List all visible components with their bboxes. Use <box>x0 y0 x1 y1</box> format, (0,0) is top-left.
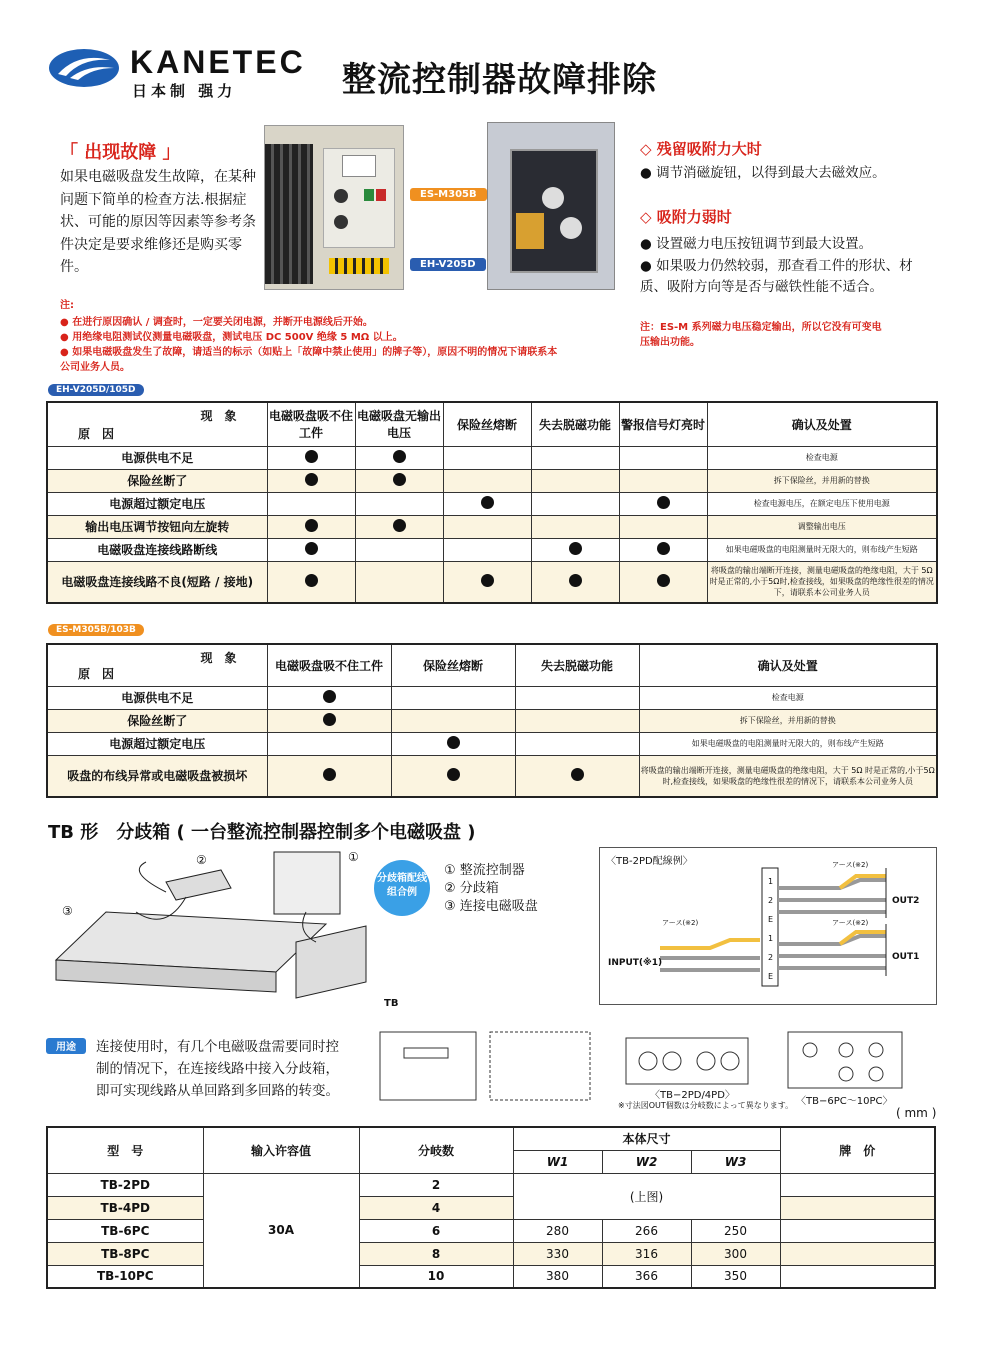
callout-1: ① <box>348 850 359 864</box>
mark-cell <box>267 686 391 709</box>
branch-cell: 10 <box>359 1265 513 1288</box>
model-cell: TB-8PC <box>47 1242 203 1265</box>
action-cell: 调整输出电压 <box>707 515 937 538</box>
table1-label: EH-V205D/105D <box>48 384 144 396</box>
dot-icon <box>323 690 336 703</box>
w3-cell: 250 <box>691 1219 780 1242</box>
table-row <box>47 492 937 515</box>
dot-icon <box>481 574 494 587</box>
cause-cell: 电磁吸盘连接线路断线 <box>47 538 267 561</box>
residual-force-tip: ● 调节消磁旋钮，以得到最大去磁效应。 <box>640 165 886 181</box>
mark-cell <box>443 515 531 538</box>
action-cell: 如果电磁吸盘的电阻测量时无限大的，则布线产生短路 <box>707 538 937 561</box>
caption-6pc-10pc: 〈TB−6PC〜10PC〉 <box>796 1096 893 1107</box>
branch-cell: 2 <box>359 1173 513 1196</box>
branch-cell: 6 <box>359 1219 513 1242</box>
mark-cell <box>267 492 355 515</box>
dot-icon <box>393 519 406 532</box>
col-w2: W2 <box>602 1150 691 1173</box>
earth-label: アース(※2) <box>832 861 869 869</box>
price-cell <box>780 1196 935 1219</box>
w3-cell: 300 <box>691 1242 780 1265</box>
mark-cell <box>355 515 443 538</box>
legend-item: ① 整流控制器 <box>444 863 525 878</box>
dot-icon <box>657 542 670 555</box>
table-row <box>47 709 937 732</box>
table2-col: 失去脱磁功能 <box>515 644 639 686</box>
w2-cell: 366 <box>602 1265 691 1288</box>
note-3: ● 如果电磁吸盘发生了故障，请适当的标示（如贴上「故障中禁止使用」的牌子等），原因不明的情况下请联系本公司业务人员。 <box>60 347 558 373</box>
out1-label: OUT1 <box>892 952 920 962</box>
table2-corner: 现 象 原 因 <box>47 644 267 686</box>
w1-cell: 280 <box>513 1219 602 1242</box>
dot-icon <box>323 713 336 726</box>
mark-cell <box>531 492 619 515</box>
mark-cell <box>443 446 531 469</box>
table1-corner: 现 象 原 因 <box>47 402 267 446</box>
weak-force-heading: ◇ 吸附力弱时 <box>640 208 732 226</box>
action-cell: 检查电源 <box>639 686 937 709</box>
action-cell: 检查电源 <box>707 446 937 469</box>
mark-cell <box>267 469 355 492</box>
dimension-footnote: ※寸法図OUT個数は分岐数によって異なります。 <box>618 1101 794 1110</box>
price-cell <box>780 1219 935 1242</box>
weak-force-tip-2: ● 如果吸力仍然较弱，那查看工件的形状、材质、吸附方向等是否与磁铁性能不适合。 <box>640 258 913 295</box>
col-branch: 分岐数 <box>359 1127 513 1173</box>
price-cell <box>780 1265 935 1288</box>
cause-cell: 保险丝断了 <box>47 709 267 732</box>
eh-v205d-tag: EH-V205D <box>410 258 486 271</box>
wiring-diagram-title: 〈TB-2PD配線例〉 <box>606 856 693 867</box>
table2-col: 保险丝熔断 <box>391 644 515 686</box>
w1-cell: 380 <box>513 1265 602 1288</box>
mark-cell <box>391 755 515 797</box>
table1-col: 失去脱磁功能 <box>531 402 619 446</box>
mark-cell <box>515 709 639 732</box>
col-size: 本体尺寸 <box>513 1127 780 1150</box>
table-row <box>47 538 937 561</box>
intro-heading: 「 出现故障 」 <box>60 142 181 163</box>
callout-2: ② <box>196 853 207 867</box>
table-row <box>47 561 937 603</box>
earth-label: アース(※2) <box>832 919 869 927</box>
legend-item: ③ 连接电磁吸盘 <box>444 899 538 914</box>
table1-col: 确认及处置 <box>707 402 937 446</box>
mark-cell <box>619 446 707 469</box>
mark-cell <box>391 709 515 732</box>
action-cell: 拆下保险丝，并用新的替换 <box>707 469 937 492</box>
tb-spec-table <box>46 1126 936 1289</box>
es-m305b-device-image <box>487 122 615 290</box>
mark-cell <box>443 561 531 603</box>
mark-cell <box>267 515 355 538</box>
action-cell: 检查电源电压，在额定电压下使用电源 <box>707 492 937 515</box>
action-cell: 拆下保险丝，并用新的替换 <box>639 709 937 732</box>
mark-cell <box>443 492 531 515</box>
eh-v205d-device-image <box>264 125 404 290</box>
cause-cell: 输出电压调节按钮向左旋转 <box>47 515 267 538</box>
unit-label: ( mm ) <box>896 1106 937 1120</box>
cause-cell: 保险丝断了 <box>47 469 267 492</box>
table-row <box>47 732 937 755</box>
mark-cell <box>619 515 707 538</box>
dot-icon <box>393 473 406 486</box>
table-row <box>47 755 937 797</box>
dot-icon <box>305 473 318 486</box>
dot-icon <box>305 574 318 587</box>
table-row <box>47 446 937 469</box>
notes-title: 注: <box>60 300 74 311</box>
component-legend <box>444 862 538 916</box>
model-cell: TB-6PC <box>47 1219 203 1242</box>
branch-cell: 8 <box>359 1242 513 1265</box>
mark-cell <box>619 492 707 515</box>
mark-cell <box>443 469 531 492</box>
legend-item: ② 分歧箱 <box>444 881 499 896</box>
mark-cell <box>267 538 355 561</box>
col-w3: W3 <box>691 1150 780 1173</box>
cause-cell: 吸盘的布线异常或电磁吸盘被损坏 <box>47 755 267 797</box>
table2-col: 电磁吸盘吸不住工件 <box>267 644 391 686</box>
mark-cell <box>531 561 619 603</box>
kanetec-logo-icon <box>48 48 120 88</box>
dot-icon <box>571 768 584 781</box>
model-cell: TB-10PC <box>47 1265 203 1288</box>
price-cell <box>780 1173 935 1196</box>
mark-cell <box>515 755 639 797</box>
mark-cell <box>531 515 619 538</box>
input-label: INPUT(※1) <box>608 958 663 968</box>
dot-icon <box>305 519 318 532</box>
mark-cell <box>355 561 443 603</box>
action-cell: 如果电磁吸盘的电阻测量时无限大的，则布线产生短路 <box>639 732 937 755</box>
action-cell: 将吸盘的输出端断开连接，测量电磁吸盘的绝缘电阻，大于 5Ω 时是正常的,小于5Ω时,检查接线，如果吸盘的绝缘性很差的情况下，请联系本公司业务人员 <box>707 561 937 603</box>
dot-icon <box>393 450 406 463</box>
use-text: 连接使用时，有几个电磁吸盘需要同时控制的情况下，在连接线路中接入分歧箱，即可实现线路从单回路到多回路的转变。 <box>96 1039 339 1099</box>
intro-text: 如果电磁吸盘发生故障，在某种问题下简单的检查方法.根据症状、可能的原因等因素等参考条件决定是要求维修还是购买零件。 <box>60 169 256 275</box>
note-2: ● 用绝缘电阻测试仪测量电磁吸盘，测试电压 DC 500V 绝缘 5 MΩ 以上。 <box>60 332 403 343</box>
action-cell: 将吸盘的输出端断开连接，测量电磁吸盘的绝缘电阻，大于 5Ω 时是正常的,小于5Ω时,检查接线，如果吸盘的绝缘性很差的情况下，请联系本公司业务人员 <box>639 755 937 797</box>
tb-assembly-illustration <box>46 842 376 1007</box>
dot-icon <box>481 496 494 509</box>
use-tag: 用途 <box>46 1038 86 1054</box>
dot-icon <box>323 768 336 781</box>
es-troubleshoot-table <box>46 643 938 798</box>
table1-col: 保险丝熔断 <box>443 402 531 446</box>
w3-cell: 350 <box>691 1265 780 1288</box>
w2-cell: 266 <box>602 1219 691 1242</box>
w2-cell: 316 <box>602 1242 691 1265</box>
dot-icon <box>569 542 582 555</box>
mark-cell <box>531 538 619 561</box>
mark-cell <box>531 469 619 492</box>
note-1: ● 在进行原因确认 / 调查时，一定要关闭电源，并断开电源线后开始。 <box>60 317 373 328</box>
mark-cell <box>267 732 391 755</box>
eh-troubleshoot-table <box>46 401 938 604</box>
terminal-labels: 1 2 E 1 2 E <box>768 877 774 981</box>
dot-icon <box>657 574 670 587</box>
dot-icon <box>447 768 460 781</box>
branch-cell: 4 <box>359 1196 513 1219</box>
mark-cell <box>355 446 443 469</box>
cause-cell: 电源供电不足 <box>47 686 267 709</box>
mark-cell <box>619 469 707 492</box>
mark-cell <box>619 538 707 561</box>
tb-section-title: TB 形 分歧箱 ( 一台整流控制器控制多个电磁吸盘 ) <box>48 822 476 843</box>
mark-cell <box>355 469 443 492</box>
mark-cell <box>267 446 355 469</box>
cause-cell: 电磁吸盘连接线路不良(短路 / 接地) <box>47 561 267 603</box>
col-input: 输入许容值 <box>203 1127 359 1173</box>
out2-label: OUT2 <box>892 896 920 906</box>
caption-2pd-4pd: 〈TB−2PD/4PD〉 <box>650 1090 735 1101</box>
cause-cell: 电源超过额定电压 <box>47 732 267 755</box>
es-m305b-tag: ES-M305B <box>410 188 487 201</box>
table-row <box>47 469 937 492</box>
table1-col: 警报信号灯亮时 <box>619 402 707 446</box>
dot-icon <box>305 450 318 463</box>
dot-icon <box>569 574 582 587</box>
mark-cell <box>267 755 391 797</box>
brand-name: KANETEC <box>130 44 306 80</box>
table2-col: 确认及处置 <box>639 644 937 686</box>
cause-cell: 电源超过额定电压 <box>47 492 267 515</box>
mark-cell <box>391 732 515 755</box>
tb-box-label: TB <box>384 998 399 1009</box>
mark-cell <box>355 538 443 561</box>
page-title: 整流控制器故障排除 <box>342 60 657 100</box>
cause-cell: 电源供电不足 <box>47 446 267 469</box>
input-cell: 30A <box>203 1173 359 1288</box>
dot-icon <box>657 496 670 509</box>
model-cell: TB-4PD <box>47 1196 203 1219</box>
mark-cell <box>267 709 391 732</box>
residual-force-heading: ◇ 残留吸附力大时 <box>640 140 762 158</box>
mark-cell <box>515 732 639 755</box>
callout-3: ③ <box>62 904 73 918</box>
wiring-diagram <box>599 847 937 1005</box>
table-row <box>47 686 937 709</box>
mark-cell <box>619 561 707 603</box>
table1-col: 电磁吸盘无输出电压 <box>355 402 443 446</box>
table-row <box>47 515 937 538</box>
col-price: 牌 价 <box>780 1127 935 1173</box>
mark-cell <box>355 492 443 515</box>
es-m-note: 注：ES-M 系列磁力电压稳定输出，所以它没有可变电压输出功能。 <box>640 322 882 348</box>
mark-cell <box>531 446 619 469</box>
price-cell <box>780 1242 935 1265</box>
dot-icon <box>305 542 318 555</box>
size-above-cell: (上图) <box>513 1173 780 1219</box>
brand-subtitle: 日本制 强力 <box>132 82 237 100</box>
mark-cell <box>267 561 355 603</box>
weak-force-tip-1b: ● 设置磁力电压按钮调节到最大设置。 <box>640 236 873 252</box>
table2-label: ES-M305B/103B <box>48 624 144 636</box>
mark-cell <box>443 538 531 561</box>
model-cell: TB-2PD <box>47 1173 203 1196</box>
w1-cell: 330 <box>513 1242 602 1265</box>
mark-cell <box>391 686 515 709</box>
wiring-example-badge: 分歧箱配线组合例 <box>374 860 430 916</box>
earth-label: アース(※2) <box>662 919 699 927</box>
col-w1: W1 <box>513 1150 602 1173</box>
dot-icon <box>447 736 460 749</box>
mark-cell <box>515 686 639 709</box>
table1-col: 电磁吸盘吸不住工件 <box>267 402 355 446</box>
col-model: 型 号 <box>47 1127 203 1173</box>
